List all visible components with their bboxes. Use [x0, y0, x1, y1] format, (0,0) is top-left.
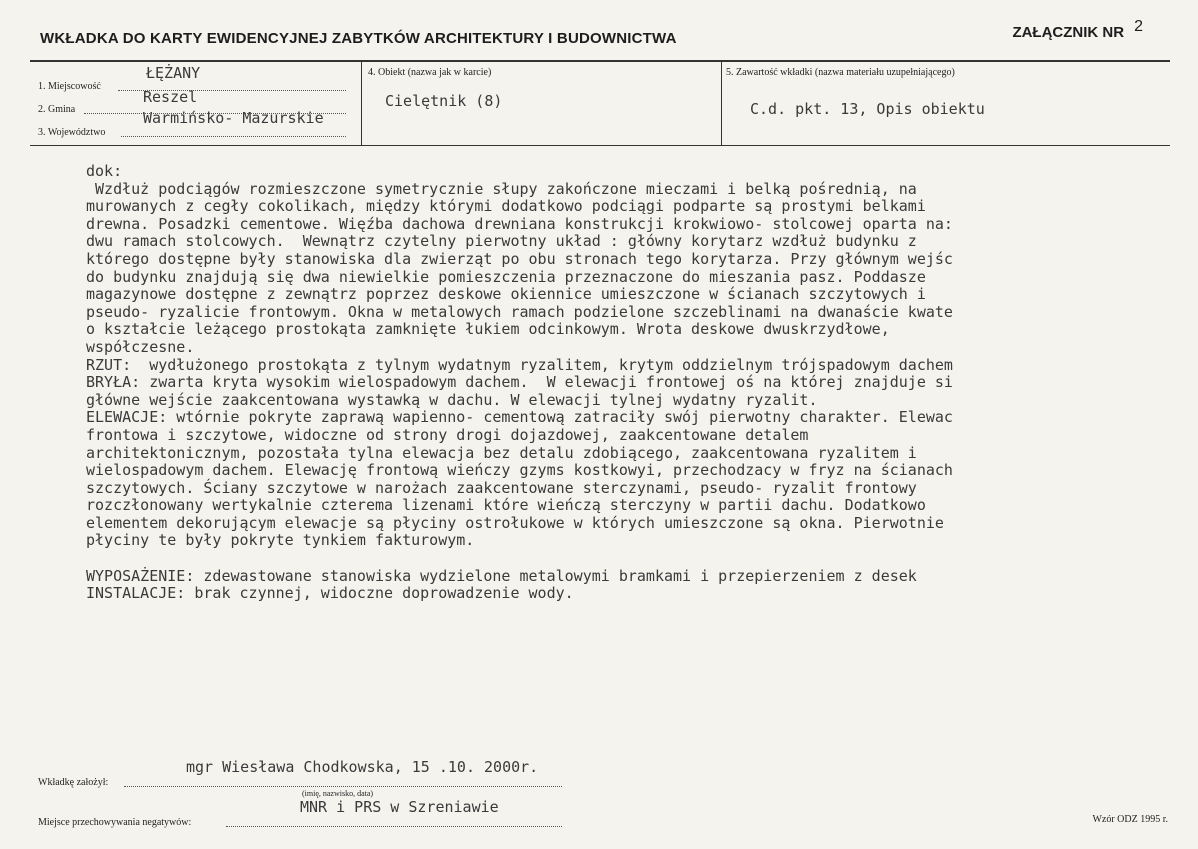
column-divider-2: [721, 61, 722, 145]
body-line: główne wejście zaakcentowana wystawką w dachu. W elewacji tylnej wydatny ryzalit.: [86, 390, 818, 409]
top-rule: [30, 60, 1170, 62]
annex-label-text: ZAŁĄCZNIK NR: [1012, 24, 1125, 41]
body-line: współczesne.: [86, 337, 195, 356]
column-divider-1: [361, 61, 362, 145]
storage-dots: [226, 826, 562, 827]
annex-label: [1012, 18, 1143, 42]
body-line: [86, 550, 1166, 568]
commune-value: Reszel: [143, 88, 198, 106]
content-value: C.d. pkt. 13, Opis obiektu: [750, 100, 985, 118]
body-line: Wzdłuż podciągów rozmieszczone symetrycznie słupy zakończone mieczami i belką pośrednią, na: [86, 179, 917, 198]
form-code: Wzór ODZ 1995 r.: [1092, 814, 1168, 825]
body-line: szczytowych. Ściany szczytowe w narożach zaakcentowane sterczynami, pseudo- ryzalit frontowy: [86, 478, 917, 497]
locality-label: 1. Miejscowość: [38, 81, 101, 92]
body-line: drewna. Posadzki cementowe. Więźba dachowa drewniana konstrukcji krokwiowo- stolcowej oparta na:: [86, 214, 953, 233]
author-caption: (imię, nazwisko, data): [302, 789, 374, 798]
form-title: WKŁADKA DO KARTY EWIDENCYJNEJ ZABYTKÓW ARCHITEKTURY I BUDOWNICTWA: [40, 30, 677, 47]
voivodeship-label: 3. Województwo: [38, 127, 106, 138]
voivodeship-value: Warmińsko- Mazurskie: [143, 109, 324, 127]
body-line: WYPOSAŻENIE: zdewastowane stanowiska wydzielone metalowymi bramkami i przepierzeniem z desek: [86, 566, 917, 585]
bottom-rule: [30, 145, 1170, 146]
body-line: RZUT: wydłużonego prostokąta z tylnym wydatnym ryzalitem, krytym oddzielnym trójspadowym dachem: [86, 355, 953, 374]
object-value: Cielętnik (8): [385, 92, 503, 110]
content-label: 5. Zawartość wkładki (nazwa materiału uzupełniającego): [726, 67, 955, 78]
commune-label: 2. Gmina: [38, 104, 76, 115]
author-dots: [124, 786, 562, 787]
storage-label: Miejsce przechowywania negatywów:: [38, 817, 192, 828]
storage-value: MNR i PRS w Szreniawie: [300, 798, 499, 816]
author-value: mgr Wiesława Chodkowska, 15 .10. 2000r.: [186, 758, 539, 776]
body-line: dwu ramach stolcowych. Wewnątrz czytelny pierwotny układ : główny korytarz wzdłuż budynku z: [86, 232, 917, 251]
voivodeship-dots: [121, 136, 346, 137]
body-line: magazynowe dostępne z zewnątrz poprzez deskowe okiennice umieszczone w ścianach szczytowych i: [86, 285, 926, 304]
body-line: dok:: [86, 163, 123, 180]
body-line: ELEWACJE: wtórnie pokryte zaprawą wapienno- cementową zatraciły swój pierwotny charakter. Elewac: [86, 408, 953, 427]
body-line: wielospadowym dachem. Elewację frontową wieńczy gzyms kostkowyi, przechodzacy w fryz na ścianach: [86, 461, 953, 480]
body-line: którego dostępne były stanowiska dla zwierząt po obu stronach tego korytarza. Przy głównym wejśc: [86, 249, 953, 268]
body-line: płyciny te były pokryte tynkiem fakturowym.: [86, 531, 475, 550]
author-label: Wkładkę założył:: [38, 777, 109, 788]
object-label: 4. Obiekt (nazwa jak w karcie): [368, 67, 492, 78]
locality-value: ŁĘŻANY: [146, 64, 201, 82]
body-line: INSTALACJE: brak czynnej, widoczne doprowadzenie wody.: [86, 584, 574, 603]
body-line: o kształcie leżącego prostokąta zamknięte łukiem odcinkowym. Wrota deskowe dwuskrzydłowe,: [86, 320, 890, 339]
body-line: pseudo- ryzalicie frontowym. Okna w metalowych ramach podzielone szczeblinami na dwanaście kwate: [86, 302, 953, 321]
description-body: [86, 163, 1166, 603]
body-line: do budynku znajdują się dwa niewielkie pomieszczenia przeznaczone do mieszania pasz. Poddasze: [86, 267, 926, 286]
annex-number: 2: [1134, 18, 1143, 35]
body-line: elementem dekorującym elewacje są płyciny ostrołukowe w których umieszczone są okna. Pierwotnie: [86, 513, 944, 532]
body-line: architektonicznym, pozostała tylna elewacja bez detalu zdobiącego, zaakcentowana ryzalitem i: [86, 443, 917, 462]
body-line: BRYŁA: zwarta kryta wysokim wielospadowym dachem. W elewacji frontowej oś na której znajduje si: [86, 373, 953, 392]
body-line: frontowa i szczytowe, widoczne od strony drogi dojazdowej, zaakcentowane detalem: [86, 425, 809, 444]
body-line: rozczłonowany wertykalnie czterema lizenami które wieńczą sterczyny w partii dachu. Dodatkowo: [86, 496, 926, 515]
body-line: murowanych z cegły cokolikach, między którymi dodatkowo podciągi podparte są prostymi belkami: [86, 197, 926, 216]
